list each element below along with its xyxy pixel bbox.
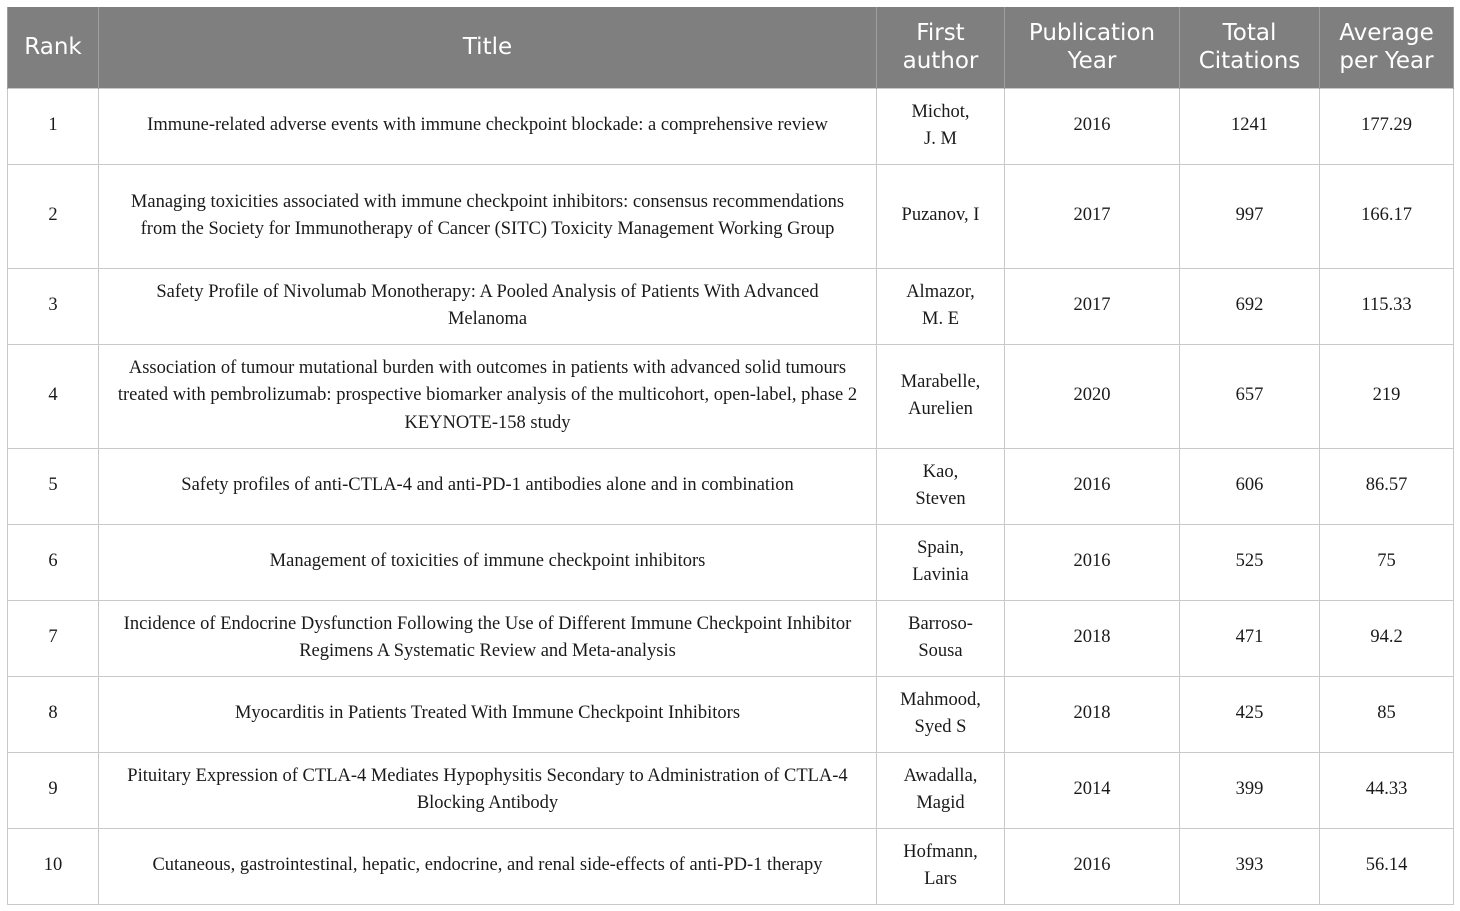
average-per-year-cell: 177.29 <box>1320 88 1454 164</box>
total-citations-cell: 692 <box>1180 268 1320 344</box>
header-total-citations <box>1180 7 1320 88</box>
header-text: Rank <box>24 34 82 61</box>
header-text: Title <box>462 34 513 61</box>
table-row <box>8 600 1454 676</box>
first-author-cell <box>877 752 1005 828</box>
title-cell: Managing toxicities associated with immune checkpoint inhibitors: consensus recommendations from the Society for Immunotherapy of Cancer (SITC) Toxicity Management Working Group <box>99 164 877 268</box>
author-line: Hofmann, <box>903 841 978 862</box>
total-citations-cell: 393 <box>1180 828 1320 904</box>
average-per-year-cell: 56.14 <box>1320 828 1454 904</box>
first-author-cell <box>877 88 1005 164</box>
publication-year-cell: 2018 <box>1005 600 1180 676</box>
publication-year-cell: 2017 <box>1005 164 1180 268</box>
average-per-year-cell: 86.57 <box>1320 448 1454 524</box>
rank-cell: 9 <box>8 752 99 828</box>
title-cell: Incidence of Endocrine Dysfunction Following the Use of Different Immune Checkpoint Inhibitor Regimens A Systematic Review and Meta-analysis <box>99 600 877 676</box>
total-citations-cell: 471 <box>1180 600 1320 676</box>
first-author-cell <box>877 524 1005 600</box>
rank-cell: 10 <box>8 828 99 904</box>
rank-cell: 6 <box>8 524 99 600</box>
publication-year-cell: 2016 <box>1005 828 1180 904</box>
author-line: J. M <box>924 129 957 149</box>
author-line: Spain, <box>917 537 964 558</box>
title-cell: Myocarditis in Patients Treated With Immune Checkpoint Inhibitors <box>99 676 877 752</box>
author-line: Sousa <box>918 641 963 661</box>
average-per-year-cell: 94.2 <box>1320 600 1454 676</box>
average-per-year-cell: 166.17 <box>1320 164 1454 268</box>
first-author-cell <box>877 676 1005 752</box>
title-cell: Safety profiles of anti-CTLA-4 and anti-PD-1 antibodies alone and in combination <box>99 448 877 524</box>
author-line: Mahmood, <box>900 689 981 710</box>
author-line: Almazor, <box>906 281 975 302</box>
title-cell: Cutaneous, gastrointestinal, hepatic, endocrine, and renal side-effects of anti-PD-1 therapy <box>99 828 877 904</box>
header-text: Citations <box>1198 48 1301 75</box>
total-citations-cell: 425 <box>1180 676 1320 752</box>
table-header <box>8 7 1454 88</box>
first-author-cell <box>877 164 1005 268</box>
table-row <box>8 164 1454 268</box>
publication-year-cell: 2016 <box>1005 88 1180 164</box>
publication-year-cell: 2017 <box>1005 268 1180 344</box>
top-cited-articles-table <box>7 7 1454 905</box>
publication-year-cell: 2014 <box>1005 752 1180 828</box>
header-text: Publication <box>1028 20 1156 47</box>
publication-year-cell: 2018 <box>1005 676 1180 752</box>
average-per-year-cell: 219 <box>1320 344 1454 448</box>
rank-cell: 1 <box>8 88 99 164</box>
table-row <box>8 676 1454 752</box>
average-per-year-cell: 44.33 <box>1320 752 1454 828</box>
first-author-cell <box>877 828 1005 904</box>
table-row <box>8 344 1454 448</box>
header-text: Total <box>1222 20 1277 47</box>
total-citations-cell: 657 <box>1180 344 1320 448</box>
rank-cell: 2 <box>8 164 99 268</box>
header-title <box>99 7 877 88</box>
total-citations-cell: 399 <box>1180 752 1320 828</box>
rank-cell: 8 <box>8 676 99 752</box>
rank-cell: 4 <box>8 344 99 448</box>
table-row <box>8 88 1454 164</box>
title-cell: Association of tumour mutational burden with outcomes in patients with advanced solid tumours treated with pembrolizumab: prospective biomarker analysis of the multicohort, open-label, phase 2 KEYNOTE-158 study <box>99 344 877 448</box>
author-line: Kao, <box>922 461 959 482</box>
author-line: Magid <box>916 793 965 813</box>
average-per-year-cell: 115.33 <box>1320 268 1454 344</box>
total-citations-cell: 1241 <box>1180 88 1320 164</box>
total-citations-cell: 997 <box>1180 164 1320 268</box>
author-line: Puzanov, I <box>901 205 980 226</box>
header-publication-year <box>1005 7 1180 88</box>
author-line: Lars <box>924 869 957 889</box>
author-line: Steven <box>915 489 966 509</box>
rank-cell: 5 <box>8 448 99 524</box>
author-line: Awadalla, <box>903 765 978 786</box>
rank-cell: 3 <box>8 268 99 344</box>
table-row <box>8 448 1454 524</box>
table-row <box>8 828 1454 904</box>
publication-year-cell: 2016 <box>1005 524 1180 600</box>
first-author-cell <box>877 600 1005 676</box>
total-citations-cell: 606 <box>1180 448 1320 524</box>
title-cell: Safety Profile of Nivolumab Monotherapy: A Pooled Analysis of Patients With Advanced Melanoma <box>99 268 877 344</box>
publication-year-cell: 2020 <box>1005 344 1180 448</box>
first-author-cell <box>877 448 1005 524</box>
header-text: per Year <box>1339 48 1434 75</box>
title-cell: Immune-related adverse events with immune checkpoint blockade: a comprehensive review <box>99 88 877 164</box>
table-body <box>8 88 1454 904</box>
table-row <box>8 268 1454 344</box>
table-row <box>8 752 1454 828</box>
table-row <box>8 524 1454 600</box>
header-first-author <box>877 7 1005 88</box>
title-cell: Management of toxicities of immune checkpoint inhibitors <box>99 524 877 600</box>
author-line: M. E <box>922 309 959 329</box>
header-text: author <box>902 48 979 75</box>
header-average-per-year <box>1320 7 1454 88</box>
header-row <box>8 7 1454 88</box>
header-text: First <box>916 20 965 47</box>
average-per-year-cell: 75 <box>1320 524 1454 600</box>
author-line: Syed S <box>914 717 967 737</box>
total-citations-cell: 525 <box>1180 524 1320 600</box>
first-author-cell <box>877 268 1005 344</box>
publication-year-cell: 2016 <box>1005 448 1180 524</box>
author-line: Lavinia <box>912 565 969 585</box>
author-line: Aurelien <box>908 399 973 419</box>
author-line: Barroso- <box>908 613 973 634</box>
average-per-year-cell: 85 <box>1320 676 1454 752</box>
author-line: Marabelle, <box>900 371 981 392</box>
author-line: Michot, <box>911 101 970 122</box>
title-cell: Pituitary Expression of CTLA-4 Mediates Hypophysitis Secondary to Administration of CTLA-4 Blocking Antibody <box>99 752 877 828</box>
header-text: Year <box>1067 48 1117 75</box>
header-text: Average <box>1339 20 1434 47</box>
first-author-cell <box>877 344 1005 448</box>
header-rank <box>8 7 99 88</box>
citations-table-container <box>7 7 1453 905</box>
rank-cell: 7 <box>8 600 99 676</box>
